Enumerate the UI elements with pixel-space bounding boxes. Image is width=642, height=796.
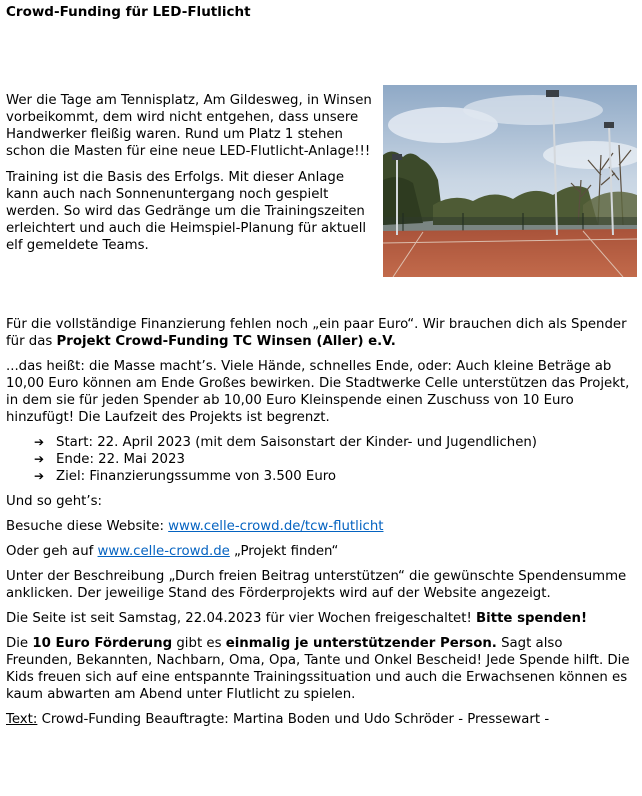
promo-text-1: Die (6, 636, 33, 652)
main-body (6, 316, 632, 736)
find-project-text: „Projekt finden“ (229, 544, 339, 560)
intro-section (6, 92, 376, 263)
tennis-court-illustration (383, 85, 637, 277)
alternative-paragraph (6, 543, 632, 560)
credit-text: Crowd-Funding Beauftragte: Martina Boden und Udo Schröder - Pressewart - (37, 712, 550, 728)
promo-bold-amount: 10 Euro Förderung (32, 636, 173, 652)
donate-callout: Bitte spenden! (476, 611, 588, 627)
arrow-right-icon: ➔ (34, 452, 45, 467)
project-link[interactable]: www.celle-crowd.de/tcw-flutlicht (168, 519, 384, 535)
arrow-right-icon: ➔ (34, 435, 45, 450)
crowd-paragraph: ...das heißt: die Masse macht’s. Viele Hände, schnelles Ende, oder: Auch kleine Beträge ab 10,00 Euro können am Ende Großes bewirken. Die Stadtwerke Celle unterstützen das Projekt, in dem sie für jeden Spender ab 10,00 Euro Kleinspende einen Zuschuss von 10 Euro hinzufügt! Die Laufzeit des Projekts ist begrenzt. (6, 359, 630, 426)
fact-end: Ende: 22. Mai 2023 (56, 452, 185, 468)
visit-text: Besuche diese Website: (6, 519, 169, 535)
promo-paragraph (6, 635, 632, 703)
promo-text-2: gibt es (172, 636, 226, 652)
document-title: Crowd-Funding für LED-Flutlicht (6, 4, 251, 20)
project-name: Projekt Crowd-Funding TC Winsen (Aller) e.V. (56, 334, 396, 350)
alternative-text: Oder geh auf (6, 544, 98, 560)
list-item (34, 468, 632, 485)
description-paragraph: Unter der Beschreibung „Durch freien Beitrag unterstützen“ die gewünschte Spendensumme anklicken. Der jeweilige Stand des Förderprojekts wird auf der Website angezeigt. (6, 569, 627, 602)
tennis-court-photo (383, 85, 637, 277)
credit-line (6, 711, 632, 728)
homepage-link[interactable]: www.celle-crowd.de (97, 544, 230, 560)
intro-paragraph-2: Training ist die Basis des Erfolgs. Mit dieser Anlage kann auch nach Sonnenuntergang noch gespielt werden. So wird das Gedränge um die Trainingszeiten erleichtert und auch die Heimspiel-Planung für aktuell elf gemeldete Teams. (6, 170, 367, 254)
live-text: Die Seite ist seit Samstag, 22.04.2023 für vier Wochen freigeschaltet! (6, 611, 477, 627)
arrow-right-icon: ➔ (34, 469, 45, 484)
fact-start: Start: 22. April 2023 (mit dem Saisonstart der Kinder- und Jugendlichen) (56, 435, 537, 451)
list-item (34, 434, 632, 451)
visit-paragraph (6, 518, 632, 535)
howto-heading: Und so geht’s: (6, 494, 103, 510)
fact-goal: Ziel: Finanzierungssumme von 3.500 Euro (56, 469, 337, 485)
list-item (34, 451, 632, 468)
promo-text-3: Sagt also Freunden, Bekannten, Nachbarn, Oma, Opa, Tante und Onkel Bescheid! Jede Spende hilft. Die Kids freuen sich auf eine entspannte Trainingssituation und auch die Erwachsenen können es kaum abwarten am Abend unter Flutlicht zu spielen. (6, 636, 630, 703)
live-paragraph (6, 610, 632, 627)
intro-paragraph-1: Wer die Tage am Tennisplatz, Am Gildesweg, in Winsen vorbeikommt, dem wird nicht entgehen, dass unsere Handwerker fleißig waren. Rund um Platz 1 stehen schon die Masten für eine neue LED-Flutlicht-Anlage!!! (6, 93, 372, 160)
promo-bold-once: einmalig je unterstützender Person. (225, 636, 497, 652)
funding-text: Für die vollständige Finanzierung fehlen noch „ein paar Euro“. Wir brauchen dich als Spender für das (6, 317, 627, 350)
facts-list (34, 434, 632, 485)
credit-label: Text: (6, 712, 38, 728)
funding-paragraph (6, 316, 632, 350)
